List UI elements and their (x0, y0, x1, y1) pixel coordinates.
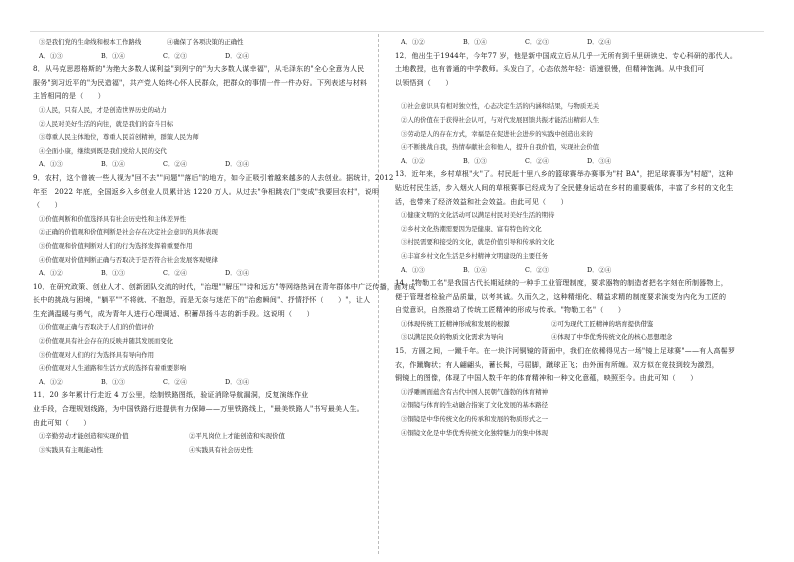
option-2: ②铜镜与体育的生动融合指案了文化发展的基本路径 (401, 401, 548, 410)
question-stem: 11．20 多年累计行走近 4 万公里，绘制铁路图纸，验证消除导航漏洞，反复演练作业 (33, 391, 309, 400)
answer-c: C．②③ (163, 51, 188, 60)
answer-d: D．③④ (225, 377, 250, 386)
option-2: ②正确的价值观和价值判断是社会存在决定社会意识的具体表现 (39, 228, 218, 237)
question-13 (395, 168, 735, 277)
option-4: ④全面小康，继续到既是我们党给人民的交代 (39, 146, 167, 155)
option-1: ①健康文明的文化活动可以满足村民对美好生活的期待 (401, 211, 555, 220)
question-8 (33, 63, 373, 172)
answer-d: D．②④ (225, 51, 250, 60)
option-4: ④价值观对人生道路和生活方式的选择有着重要影响 (39, 364, 186, 373)
answer-c: C．②④ (163, 377, 188, 386)
option-3: ③劳动是人的存在方式，幸福是在促进社会进步的实践中创造出来的 (401, 129, 593, 138)
question-stem: 铜镜上的图像，体现了中国人数千年的体育精神和一种文化意蕴，映照至今。由此可知（ ） (395, 374, 698, 383)
option-4: ④铜镜文化是中华优秀传统文化独特魅力的集中体现 (401, 428, 548, 437)
answer-d: D．②④ (587, 265, 612, 274)
option-pair-row (33, 444, 373, 458)
question-stem: 以领悟到（ ） (395, 78, 453, 87)
answer-b: B．①④ (463, 38, 487, 46)
answer-c: C．②③ (525, 38, 550, 46)
answer-d: D．②④ (587, 38, 612, 46)
answer-c: C．②④ (163, 269, 188, 278)
answer-b: B．①③ (101, 269, 125, 278)
option-2: ②价值观具有社会存在的反映并随其发展而变化 (39, 337, 174, 346)
option-pair-row (33, 430, 373, 444)
question-9 (33, 172, 394, 281)
question-stem: 12．他出生于1944年，今年77 岁，他是新中国成立后从几乎一无所有到千里研读史、专心科研的那代人。 (395, 51, 738, 60)
option-3: ③村民需要和接受的文化，就是价值引导和传承的文化 (401, 238, 555, 247)
question-stem: 由此可知（ ） (33, 418, 91, 427)
question-stem: 10．在研究政策、创业人才、创新团队交流的时代，"治理""解压""诗和远方"等网络热词在青年群体中广泛传播，面对成 (33, 282, 416, 291)
question-12 (395, 50, 738, 169)
answer-row (395, 264, 735, 278)
question-stem: 贴近村民生活，步入烟火人间的草根赛事已经成为了全民健身运动在乡村的重要载体，丰富了乡村的文化生 (395, 183, 734, 192)
answer-row (33, 267, 373, 281)
option-pair-row (395, 318, 735, 332)
answer-c: C．②④ (525, 156, 550, 165)
option-2: ②人的价值在于获得社会认可，与对代发展回馈共振才能活出精彩人生 (401, 115, 600, 124)
left-column (33, 36, 416, 457)
question-stem: 14．"物勒工名"是我国古代长期延续的一种手工业管理制度，要求器物的制造者把名字刻在所制器物上， (395, 279, 728, 288)
carryover-option: ③是我们党的生命线和根本工作路线 ④确保了各项决策的正确性 (39, 38, 244, 46)
question-stem: 自觉意识，自然推动了传统工匠精神的形成与传承。"物勒工名"（ ） (395, 306, 626, 315)
option-3: ③以满足民众的物质文化需求为导向 (401, 333, 504, 342)
question-stem: 15．方圆之间，一蹴千年。在一块汴河铜镜的背面中，我们在依稀得见古一场"镜上足球赛"——有人高髻罗 (395, 347, 736, 356)
carryover-answers (33, 50, 373, 64)
option-1: ①人民，只有人民，才是创造世界历史的动力 (39, 105, 167, 114)
top-rule (30, 31, 764, 32)
answer-b: B．①③ (101, 377, 125, 386)
answer-d: D．③④ (587, 156, 612, 165)
answer-a: A．①② (401, 156, 425, 165)
option-3: ③实践具有主观能动性 (39, 445, 103, 454)
question-stem: 13．近年来，乡村草根"火"了。村民赶十里八乡的篮球赛举办赛事为"村 BA"，把足球赛事为"村超"，这种 (395, 170, 734, 179)
option-2: ②乡村文化热潮需要因为是健康、富有特色的文化 (401, 224, 542, 233)
answer-d: D．③④ (225, 160, 250, 169)
answer-b: B．①④ (101, 160, 125, 169)
question-stem: 衣，作蹴鞠状；有人翩翩头，蓄长髯，弓屈脚，蹴球正飞；由外面有所缠。双方似在竞技到较为激烈， (395, 360, 719, 369)
option-1: ①辛勤劳动才能创造和实现价值 (39, 432, 129, 441)
answer-a: A．①② (401, 38, 425, 46)
question-14 (395, 277, 735, 345)
option-3: ③价值观对人们的行为选择具有导向作用 (39, 350, 155, 359)
right-column (395, 36, 738, 440)
option-1: ①社会意识具有相对独立性，心态决定生活的内涵和结果，与物质无关 (401, 102, 600, 111)
carryover-answers (395, 36, 735, 50)
option-4: ④价值观对价值判断正确与否取决于是否符合社会发展客观规律 (39, 255, 218, 264)
question-stem: 主旨相同的是（ ） (33, 92, 105, 101)
question-stem: 服务"到习近平的"为民造福"，共产党人始终心怀人民群众，把群众的事情一件一件办好。下列表述与材料 (33, 78, 368, 87)
question-11 (33, 389, 373, 457)
answer-a: A．①③ (39, 160, 63, 169)
column-divider (378, 34, 379, 554)
option-4: ④丰富乡村文化生活是乡村精神文明建设的主要任务 (401, 251, 548, 260)
question-stem: 9．农村，这个曾被一些人视为"回不去""问题""落后"的地方，如今正吸引着越来越多的人去创业。据统计，2012 (33, 173, 394, 182)
question-stem: 年至 2022 年底，全国返乡入乡创业人员累计达 1220 万人。从过去"争相跳农门"变成"我要回农村"，说明 (33, 187, 380, 196)
answer-b: B．①④ (101, 51, 125, 60)
option-1: ①价值观正确与否取决于人们的价值评价 (39, 323, 155, 332)
option-2: ②平凡岗位上才能创造和实现价值 (189, 432, 285, 441)
option-4: ④不断挑战自我，热情奉献社会和他人，提升自我价值，实现社会价值 (401, 143, 600, 152)
option-2: ②人民对美好生活的向往，就是我们的奋斗目标 (39, 119, 174, 128)
option-4: ④实践具有社会历史性 (189, 445, 253, 454)
option-1: ①体现传统工匠精神形成和发展的根源 (401, 319, 510, 328)
answer-row (33, 158, 373, 172)
question-stem: （ ） (33, 201, 62, 210)
option-2: ②可为现代工匠精神的培育提供借鉴 (551, 319, 654, 328)
question-stem: 活，也带来了经济效益和社会效益。由此可见（ ） (395, 197, 568, 206)
question-stem: 业手段，合理规划线路，为中国铁路行进提供有力保障——万里铁路线上，"最美铁路人"书写最美人生。 (33, 405, 364, 414)
option-1: ①浮雕画面蕴含有古代中国人民朝气蓬勃的体育精神 (401, 387, 548, 396)
question-stem: 8．从马克思恩格斯的"为绝大多数人谋利益"到列宁的"为大多数人谋幸福"，从毛泽东的"全心全意为人民 (33, 65, 365, 74)
answer-a: A．①③ (401, 265, 425, 274)
answer-d: D．③④ (225, 269, 250, 278)
answer-c: C．②③ (525, 265, 550, 274)
answer-a: A．①② (39, 377, 63, 386)
option-3: ③铜镜是中华传统文化的传承和发展的物质形式之一 (401, 415, 548, 424)
question-10 (33, 281, 416, 390)
answer-b: B．①④ (463, 265, 487, 274)
answer-c: C．②④ (163, 160, 188, 169)
option-3: ③尊重人民主体地位，尊重人民首创精神，群策人民为师 (39, 133, 199, 142)
question-stem: 长中的挑战与困境，"躺平""不将就、不抱怨，而是无奈与迷茫下的"治愈瞬间"、抒情抒怀（ ）"，让人 (33, 296, 371, 305)
question-15 (395, 345, 735, 440)
question-stem: 生充满温暖与勇气，成为青年人进行心理调适、积蓄昂扬斗志的新手段。这说明（ ） (33, 309, 314, 318)
answer-a: A．①② (39, 269, 63, 278)
option-1: ①价值判断和价值选择具有社会历史性和主体差异性 (39, 214, 186, 223)
option-3: ③价值观和价值判断对人们的行为选择发挥着重要作用 (39, 241, 193, 250)
answer-a: A．①③ (39, 51, 63, 60)
question-stem: 便于管理者检验产品质量，以考其诚。久而久之，这种精细化、精益求精的制度要求演变为内化为工匠的 (395, 292, 727, 301)
answer-row (33, 376, 373, 390)
option-4: ④体现了中华优秀传统文化的核心思想理念 (551, 333, 673, 342)
answer-row (395, 155, 735, 169)
option-pair-row (395, 331, 735, 345)
answer-b: B．①③ (463, 156, 487, 165)
question-stem: 土地教授，也有普通的中学教师。头发白了，心态依然年轻：语速很慢，但精神饱满。从中我们可 (395, 65, 705, 74)
